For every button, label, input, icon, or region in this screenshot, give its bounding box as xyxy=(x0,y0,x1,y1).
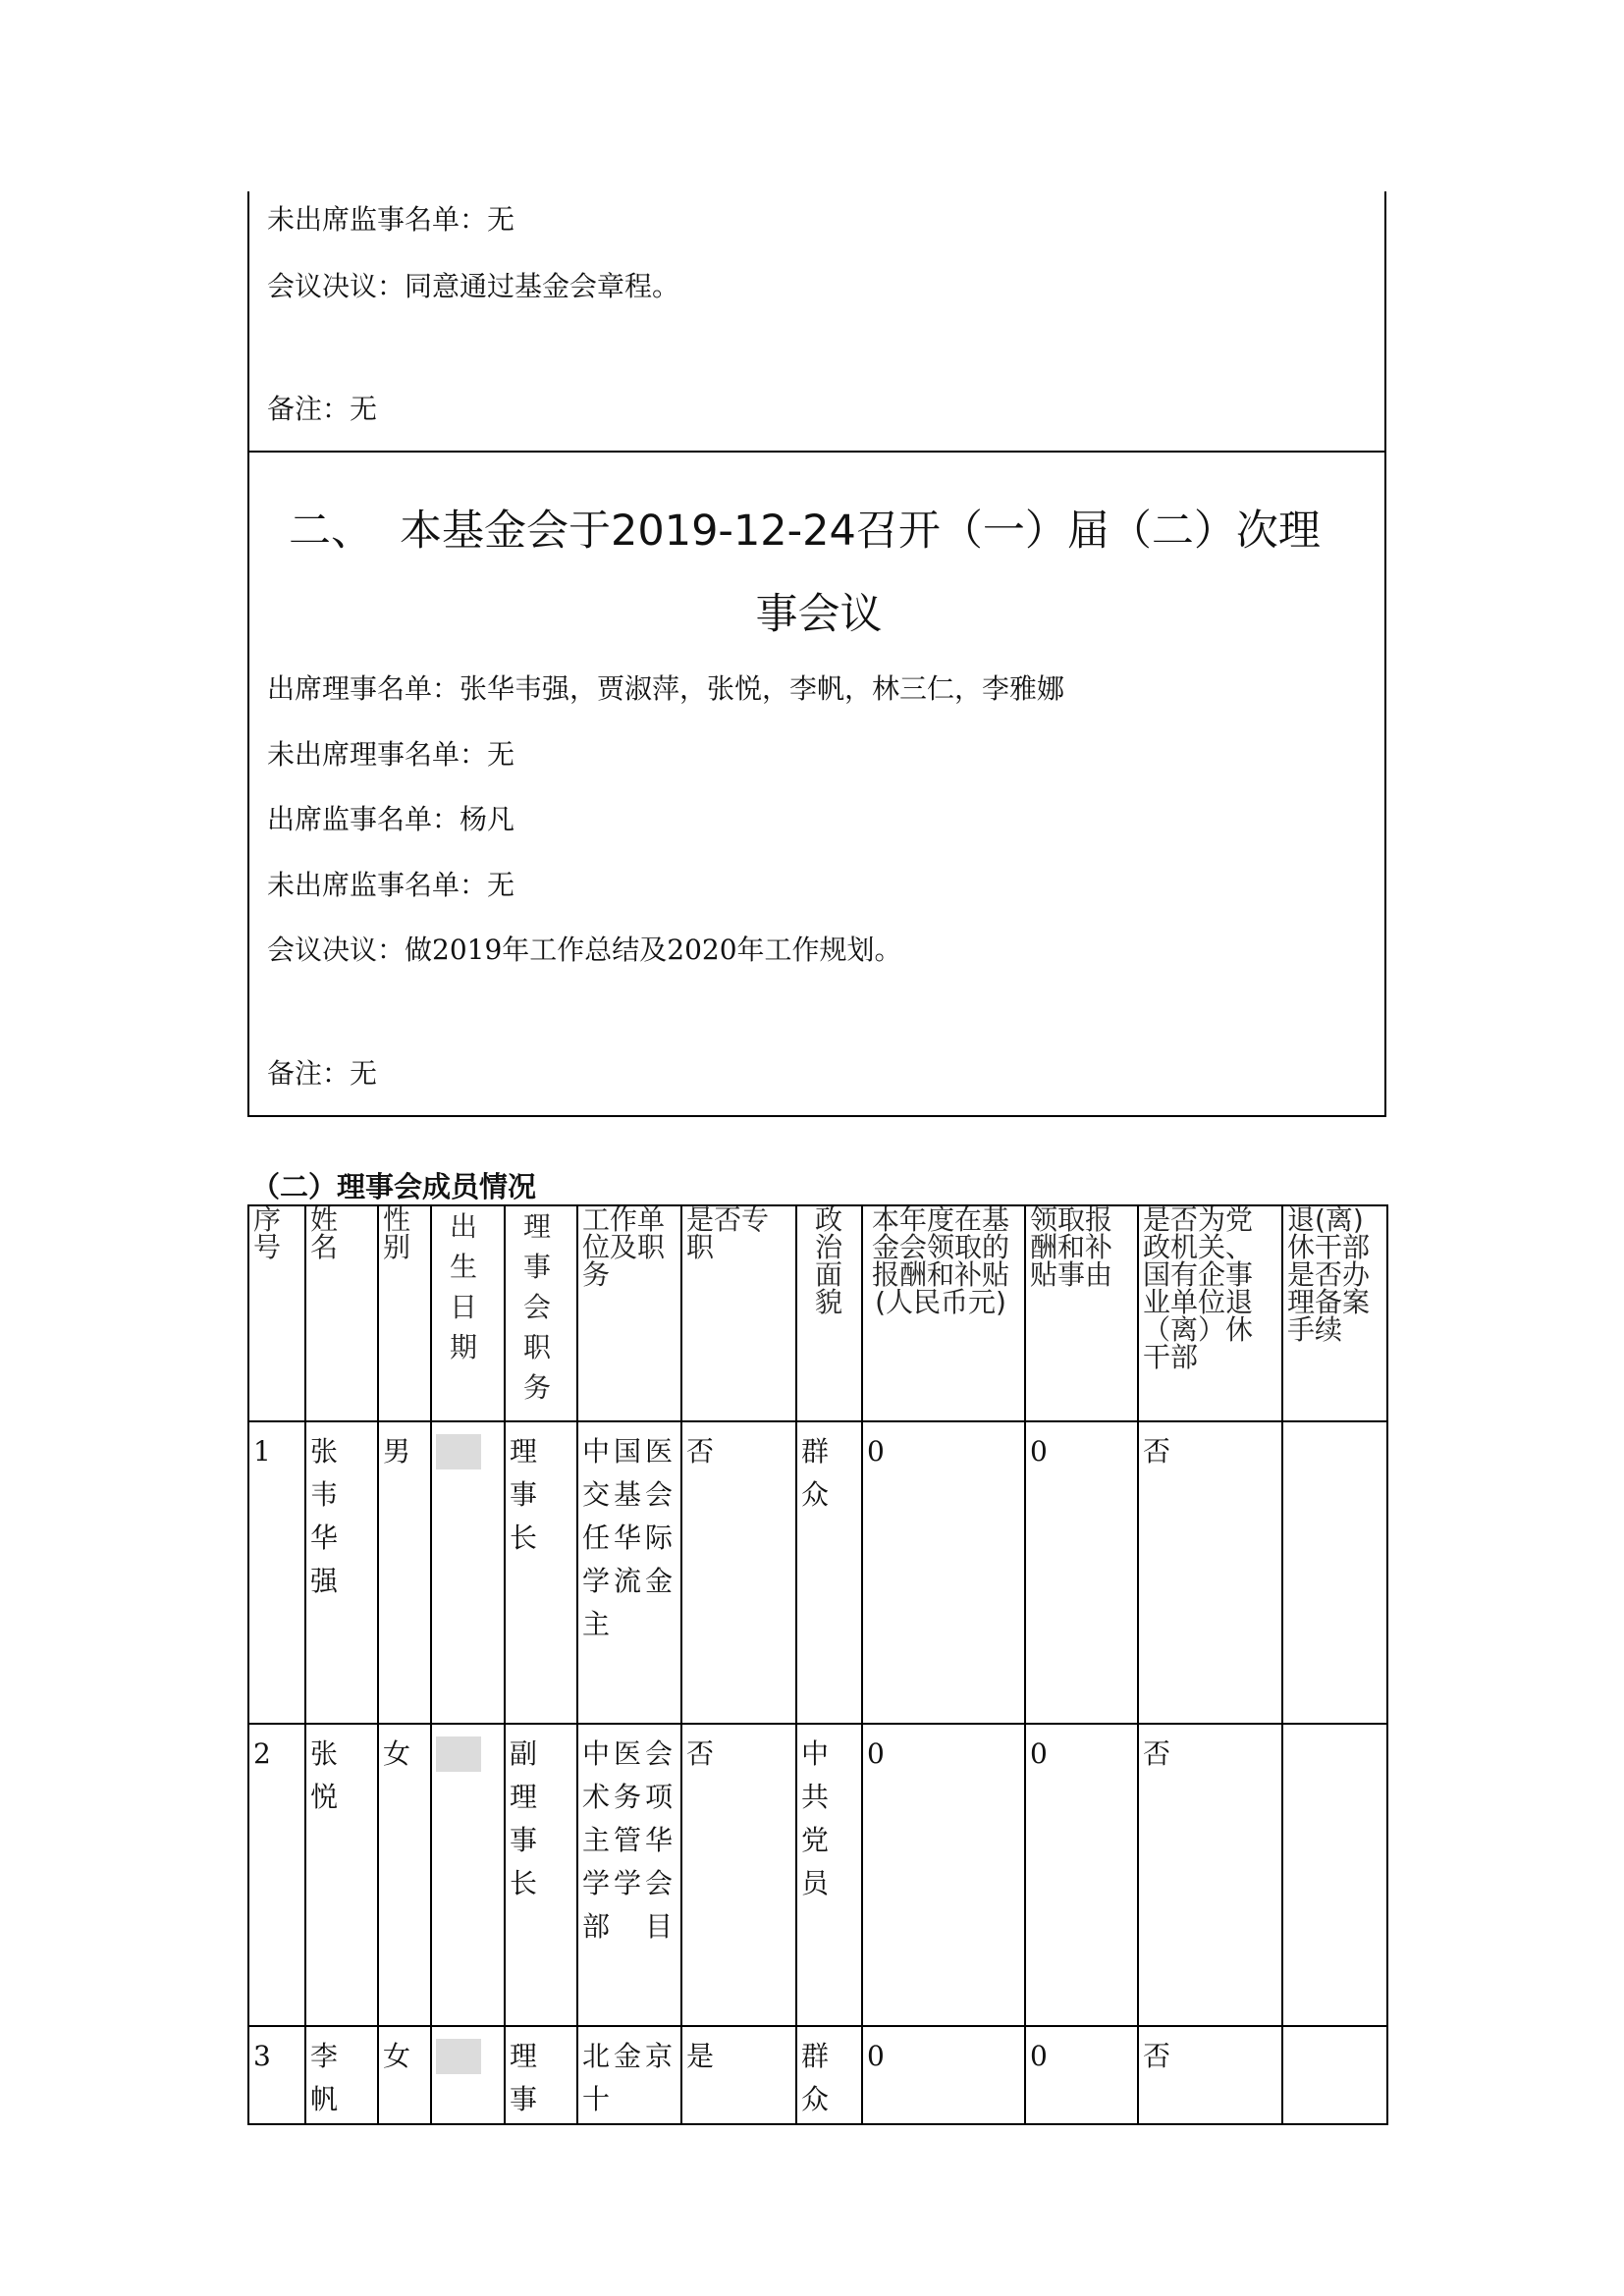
cell-gender: 女 xyxy=(378,1724,431,2026)
members-header-row xyxy=(248,1205,1387,1421)
header-filing: 退(离)休干部是否办理备案手续 xyxy=(1282,1205,1387,1421)
meeting-1-box xyxy=(247,191,1386,453)
header-reason: 领取报酬和补贴事由 xyxy=(1025,1205,1138,1421)
absent-supervisors-2: 未出席监事名单：无 xyxy=(267,869,515,901)
cell-filing xyxy=(1282,2026,1387,2124)
cell-reason: 0 xyxy=(1025,2026,1138,2124)
meeting-2-title-line1: 本基金会于2019-12-24召开（一）届（二）次理 xyxy=(400,507,1321,556)
table-row xyxy=(248,2026,1387,2124)
cell-pay: 0 xyxy=(862,1724,1025,2026)
cell-fulltime: 是 xyxy=(681,2026,796,2124)
resolution-1: 会议决议：同意通过基金会章程。 xyxy=(267,270,680,302)
header-fulltime: 是否专职 xyxy=(681,1205,796,1421)
resolution-2: 会议决议：做2019年工作总结及2020年工作规划。 xyxy=(267,934,902,966)
cell-work: 中国医交基会任华际学流金主 xyxy=(577,1421,681,1724)
cell-reason: 0 xyxy=(1025,1421,1138,1724)
cell-retired: 否 xyxy=(1138,1421,1282,1724)
cell-seq: 3 xyxy=(248,2026,305,2124)
remarks-2: 备注：无 xyxy=(267,1057,378,1090)
cell-pay: 0 xyxy=(862,2026,1025,2124)
cell-political: 群众 xyxy=(796,2026,862,2124)
cell-political: 群众 xyxy=(796,1421,862,1724)
cell-gender: 女 xyxy=(378,2026,431,2124)
cell-position: 理事 xyxy=(505,2026,577,2124)
cell-position: 副理事长 xyxy=(505,1724,577,2026)
cell-birth-redacted xyxy=(431,2026,505,2124)
header-name: 姓名 xyxy=(305,1205,378,1421)
members-table xyxy=(247,1204,1388,2125)
cell-pay: 0 xyxy=(862,1421,1025,1724)
cell-retired: 否 xyxy=(1138,1724,1282,2026)
cell-name: 张韦华强 xyxy=(305,1421,378,1724)
members-section-title: （二）理事会成员情况 xyxy=(251,1170,537,1203)
meeting-2-number: 二、 xyxy=(289,507,373,556)
header-birth: 出生日期 xyxy=(431,1205,505,1421)
absent-directors: 未出席理事名单：无 xyxy=(267,738,515,771)
cell-seq: 1 xyxy=(248,1421,305,1724)
cell-work: 中医会术务项主管华学学会部目 xyxy=(577,1724,681,2026)
cell-retired: 否 xyxy=(1138,2026,1282,2124)
cell-name: 张悦 xyxy=(305,1724,378,2026)
present-directors: 出席理事名单：张华韦强，贾淑萍，张悦，李帆，林三仁，李雅娜 xyxy=(267,672,1065,705)
cell-position: 理事长 xyxy=(505,1421,577,1724)
cell-reason: 0 xyxy=(1025,1724,1138,2026)
header-work: 工作单位及职务 xyxy=(577,1205,681,1421)
header-seq: 序号 xyxy=(248,1205,305,1421)
header-retired: 是否为党政机关、国有企事业单位退（离）休干部 xyxy=(1138,1205,1282,1421)
header-political: 政治面貌 xyxy=(796,1205,862,1421)
cell-seq: 2 xyxy=(248,1724,305,2026)
table-row xyxy=(248,1724,1387,2026)
header-position: 理事会职务 xyxy=(505,1205,577,1421)
cell-birth-redacted xyxy=(431,1421,505,1724)
cell-filing xyxy=(1282,1724,1387,2026)
header-pay: 本年度在基金会领取的报酬和补贴(人民币元) xyxy=(862,1205,1025,1421)
cell-name: 李帆 xyxy=(305,2026,378,2124)
present-supervisors: 出席监事名单：杨凡 xyxy=(267,803,515,835)
remarks-1: 备注：无 xyxy=(267,393,378,425)
cell-fulltime: 否 xyxy=(681,1724,796,2026)
cell-filing xyxy=(1282,1421,1387,1724)
cell-political: 中共党员 xyxy=(796,1724,862,2026)
table-row xyxy=(248,1421,1387,1724)
absent-supervisors-1: 未出席监事名单：无 xyxy=(267,203,515,236)
cell-work: 北金京十 xyxy=(577,2026,681,2124)
cell-fulltime: 否 xyxy=(681,1421,796,1724)
cell-birth-redacted xyxy=(431,1724,505,2026)
header-gender: 性别 xyxy=(378,1205,431,1421)
meeting-2-box xyxy=(247,453,1386,1117)
cell-gender: 男 xyxy=(378,1421,431,1724)
meeting-2-title-line2: 事会议 xyxy=(755,590,883,639)
